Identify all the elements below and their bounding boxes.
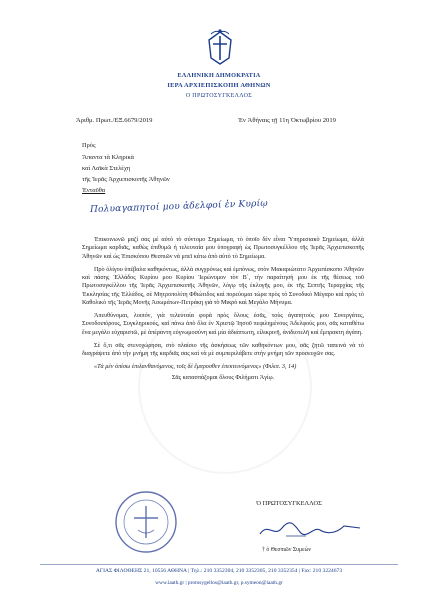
official-seal-stamp [114,490,178,554]
footer-web: www.iaath.gr | protosygellos@iaath.gr, p.symeon@iaath.gr [155,580,283,586]
recipient-line: Ἅπαντα τὰ Κληρικὰ [82,154,135,161]
recipient-line: Ἐνταῦθα [82,187,106,194]
handwritten-greeting: Πολυαγαπητοί μου ἀδελφοί ἐν Κυρίῳ [89,198,269,215]
header-line-country: ΕΛΛΗΝΙΚΗ ΔΗΜΟΚΡΑΤΙΑ [177,72,261,79]
recipient-line: Πρὸς [82,142,96,149]
footer-address: ΑΓΙΑΣ ΦΙΛΟΘΕΗΣ 21, 10556 ΑΘΗΝΑ | Τηλ.: 210 3352304, 210 3352305, 210 3352354 | Fax: 210 3224673 [95,568,343,574]
closing-title: Ὁ ΠΡΩΤΟΣΥΓΚΕΛΛΟΣ [256,500,322,507]
greek-coat-of-arms-emblem [205,28,235,66]
footer-divider [40,564,398,565]
sign-off: Σᾶς κατασπάζομαι ὅλους Φιλήματι Ἁγίῳ. [171,374,275,381]
header-line-office: Ο ΠΡΩΤΟΣΥΓΚΕΛΛΟΣ [185,93,253,99]
protocol-number: Ἀριθμ. Πρωτ./ΕΞ.6679/2019 [76,117,153,124]
body-paragraph: Ἐπικοινωνῶ μαζί σας μὲ αὐτὸ τὸ σύντομο Σημείωμα, τὸ ὁποῖο δὲν εἶναι Ὑπηρεσιακὸ Σημείωμα, ἀλλὰ Σημείωμα καρδιᾶς, καθὼς ἐπιθυμῶ ἡ τελευταία μου ὑπογραφὴ ὡς Πρωτοσυγκέλλου τῆς Ἱερᾶς Ἀρχιεπισκοπῆς Ἀθηνῶν καὶ ὡς Ἐπισκόπου Θεσπιῶν νὰ μπεῖ κάτω ἀπὸ αὐτὸ τὸ Σημείωμα. [82,237,364,260]
handwritten-signature [256,520,366,540]
signature-name: † ὁ Θεσπιῶν Συμεών [262,547,312,553]
recipient-line: καὶ Λαϊκὰ Στελέχη [82,165,131,172]
scripture-quote: «Τὰ μὲν ὀπίσω ἐπιλανθανόμενος, τοῖς δὲ ἔμπροσθεν ἐπεκτεινόμενος» (Φιλιπ. 3, 14) [94,364,297,371]
body-paragraph: Ἀπευθύνομαι, λοιπόν, γιὰ τελευταία φορὰ πρὸς ὅλους ἐσᾶς, τοὺς ἀγαπητούς μου Συνεργάτες, Συνοδοιπόρους, Συγκληρικούς, καὶ πάνω ἀπὸ ὅλα ἐν Χριστῷ Ἰησοῦ πεφιλημένους Ἀδελφούς μου, σᾶς καταθέτω ἕνα μεγάλο εὐχαριστῶ, μὲ ἀπέραντη εὐγνωμοσύνη καὶ μία ἀδιάπτωτη, εἰλικρινῆ, ἀνιδιοτελῆ καὶ ἔμπρακτη ἀγάπη. [82,313,364,336]
letter-body [82,236,364,382]
body-paragraph: Πρὸ ὀλίγου ὑπέβαλα καθηκόντως, ἀλλὰ συγχρόνως καὶ ἐμπόνως, στὸν Μακαριώτατο Ἀρχιεπίσκοπο Ἀθηνῶν καὶ πάσης Ἑλλάδος Κυρίου μου Κυρίου Ἱερώνυμον τὸν Β΄, τὴν παραίτησή μου ἐκ τῆς θέσεως τοῦ Πρωτοσυγκέλλου τῆς Ἱερᾶς Ἀρχιεπισκοπῆς Ἀθηνῶν, λόγῳ τῆς ἐκλογῆς μου, ἐκ τῆς Σεπτῆς Ἱεραρχίας τῆς Ἐκκλησίας τῆς Ἑλλάδος, σὲ Μητροπολίτη Φθιώτιδος καὶ πορεύομαι τώρα πρὸς τὸ Συνοδικὸ Μέγαρο καὶ πρὸς τὸ Καθολικὸ τῆς Ἱερᾶς Μονῆς Ἀσωμάτων-Πετράκη γιὰ τὸ Μικρὸ καὶ Μεγάλο Μήνυμα. [82,266,364,306]
recipient-line: τῆς Ἱερᾶς Ἀρχιεπισκοπῆς Ἀθηνῶν [82,176,170,183]
body-paragraph: Σὲ ὅ,τι σᾶς στενοχώρησα, στὸ πλαίσιο τῆς ἀσκήσεως τῶν καθηκόντων μου, σᾶς ζητῶ ταπεινὰ νὰ τὸ διαγράψετε ἀπὸ τὴν μνήμη τῆς καρδιᾶς σας καὶ νὰ μὲ συμπεριλάβετε στὴν μνήμη τῶν προσευχῶν σας. [82,342,364,357]
header-line-archdiocese: ΙΕΡΑ ΑΡΧΙΕΠΙΣΚΟΠΗ ΑΘΗΝΩΝ [167,82,271,89]
letter-date: Ἐν Ἀθήναις τῇ 11η Ὀκτωβρίου 2019 [238,117,336,124]
